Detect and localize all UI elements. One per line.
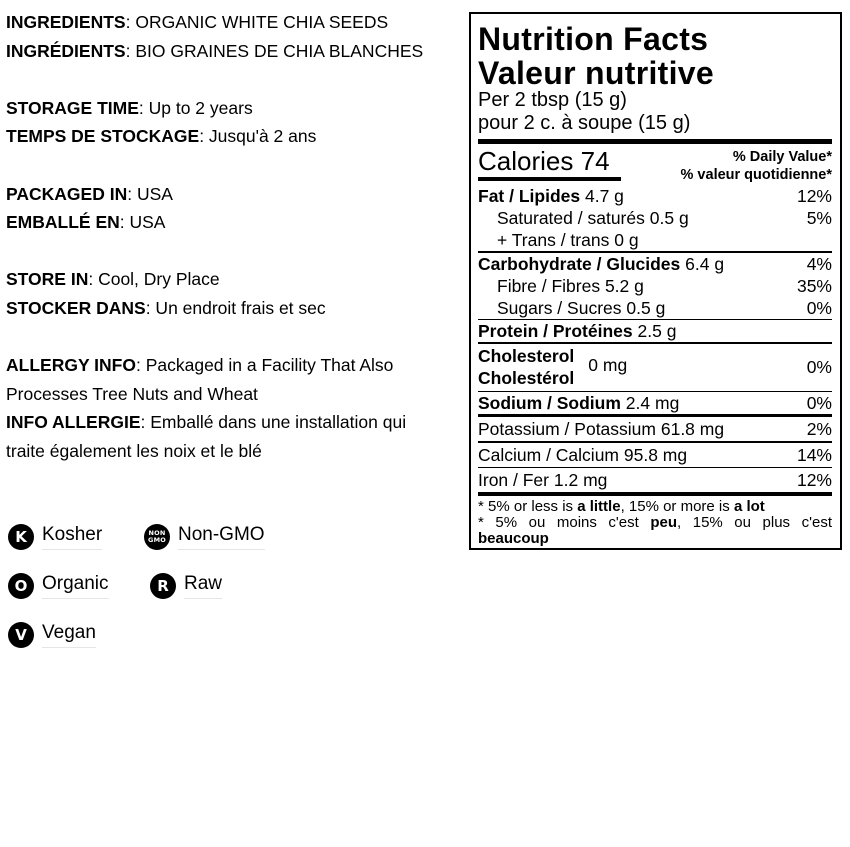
packaged-in-value-fr: : USA (119, 212, 166, 233)
nutrient-dv: 14% (796, 444, 832, 465)
nutrient-amount: 61.8 mg (660, 419, 725, 439)
nutrient-name: Iron / Fer (478, 470, 549, 490)
certification-badges (8, 520, 308, 670)
nutrient-amount: 0.5 g (626, 297, 666, 318)
ingredients-value-en: : ORGANIC WHITE CHIA SEEDS (125, 12, 389, 32)
non-gmo-icon (144, 524, 170, 550)
store-in-value-en: : Cool, Dry Place (88, 269, 220, 290)
badge-organic (8, 569, 109, 603)
nutrient-name: Potassium / Potassium (478, 419, 656, 439)
nutrient-row-protein (478, 320, 832, 342)
calories-value: 74 (580, 146, 610, 176)
serving-size-fr: pour 2 c. à soupe (15 g) (478, 112, 691, 134)
store-in-label-en: STORE IN (6, 269, 89, 290)
nutrient-row-sodium (478, 392, 832, 414)
allergy-label-fr: INFO ALLERGIE (6, 412, 141, 433)
nutrient-dv: 5% (806, 208, 832, 228)
footnote-bold: a little (577, 498, 621, 515)
nutrient-name-fr: Cholestérol (478, 368, 575, 388)
nutrient-dv: 12% (796, 186, 832, 206)
badge-non-gmo (144, 520, 265, 554)
nutrient-dv: 35% (796, 275, 832, 296)
nutrient-amount: 2.5 g (637, 321, 677, 341)
allergy-block (6, 351, 446, 465)
divider (478, 177, 621, 181)
nutrient-name: Sodium / Sodium (478, 393, 621, 413)
footnote-text: * 5% ou moins c'est (478, 514, 651, 531)
storage-time-label-fr: TEMPS DE STOCKAGE (6, 126, 200, 147)
product-info (6, 8, 456, 494)
non-gmo-icon-top: NON (148, 529, 166, 537)
nutrient-amount: 4.7 g (584, 186, 624, 206)
storage-time-value-en: : Up to 2 years (138, 97, 253, 118)
nutrient-dv: 2% (806, 419, 832, 439)
nutrient-name: Protein / Protéines (478, 321, 633, 341)
nutrient-name: + Trans / trans (497, 230, 610, 250)
kosher-icon: K (8, 524, 34, 550)
nutrient-amount: 0 mg (588, 354, 628, 375)
nutrient-amount: 0.5 g (649, 208, 689, 228)
nutrient-amount: 2.4 mg (625, 393, 680, 413)
nutrient-row-sugars (478, 297, 832, 319)
packaged-in-value-en: : USA (127, 183, 173, 204)
store-in-block (6, 265, 456, 322)
nutrient-row-fat (478, 185, 832, 207)
footnote-text: * 5% or less is (478, 498, 578, 515)
nutrition-title-en: Nutrition Facts (478, 21, 709, 57)
storage-time-label-en: STORAGE TIME (6, 97, 139, 118)
footnote-bold: peu (650, 514, 678, 531)
footnote-bold: a lot (733, 498, 765, 515)
badge-label: Kosher (42, 524, 102, 550)
nutrition-title-fr: Valeur nutritive (478, 55, 714, 91)
daily-value-header-fr: % valeur quotidienne* (680, 167, 832, 183)
nutrient-amount: 6.4 g (685, 253, 725, 274)
nutrient-row-potassium (478, 417, 832, 441)
nutrient-row-saturated (478, 207, 832, 229)
non-gmo-icon-bottom: GMO (148, 536, 166, 544)
ingredients-label-en: INGREDIENTS (6, 12, 126, 32)
daily-value-header-en: % Daily Value* (732, 149, 832, 165)
nutrient-name: Calcium / Calcium (478, 444, 619, 465)
badge-vegan (8, 618, 96, 652)
allergy-value-fr: : Emballé dans une installation qui traite également les noix et le blé (6, 412, 407, 461)
badge-label: Vegan (42, 622, 96, 648)
badge-label: Raw (184, 573, 222, 599)
divider (478, 492, 832, 496)
footnote-text: , 15% ou plus c'est (677, 514, 832, 531)
ingredients-block (6, 8, 456, 65)
ingredients-label-fr: INGRÉDIENTS (6, 40, 126, 61)
store-in-value-fr: : Un endroit frais et sec (145, 297, 326, 318)
nutrient-name: Sugars / Sucres (497, 297, 622, 318)
nutrient-name-en: Cholesterol (478, 346, 575, 366)
badge-label: Organic (42, 573, 109, 599)
vegan-icon: V (8, 622, 34, 648)
packaged-in-label-en: PACKAGED IN (6, 183, 128, 204)
nutrient-dv: 0% (806, 393, 832, 413)
nutrient-row-carbohydrate (478, 253, 832, 275)
nutrient-dv: 4% (806, 253, 832, 274)
calories-row (478, 144, 832, 185)
nutrient-row-calcium (478, 443, 832, 467)
nutrient-name: Saturated / saturés (497, 208, 645, 228)
allergy-value-en: : Packaged in a Facility That Also Processes Tree Nuts and Wheat (6, 355, 394, 404)
nutrient-row-trans (478, 229, 832, 251)
nutrient-amount: 95.8 mg (623, 444, 688, 465)
nutrient-row-iron (478, 468, 832, 492)
ingredients-value-fr: : BIO GRAINES DE CHIA BLANCHES (125, 40, 424, 61)
badge-raw (150, 569, 222, 603)
store-in-label-fr: STOCKER DANS (6, 297, 146, 318)
footnote-text: , 15% or more is (620, 498, 734, 515)
footnote-en (478, 499, 832, 515)
nutrient-name: Fat / Lipides (478, 186, 581, 206)
nutrition-facts-panel (469, 12, 842, 550)
packaged-in-block (6, 180, 456, 237)
badge-kosher (8, 520, 102, 554)
nutrient-amount: 5.2 g (604, 275, 644, 296)
nutrient-dv: 0% (806, 297, 832, 318)
nutrient-row-cholesterol (478, 344, 832, 391)
serving-size-en: Per 2 tbsp (15 g) (478, 89, 627, 111)
nutrient-amount: 0 g (614, 230, 639, 250)
badge-label: Non-GMO (178, 524, 265, 550)
footnote-fr (478, 515, 832, 547)
calories-label: Calories (478, 146, 574, 176)
organic-icon: O (8, 573, 34, 599)
storage-time-value-fr: : Jusqu'à 2 ans (199, 126, 317, 147)
packaged-in-label-fr: EMBALLÉ EN (6, 212, 120, 233)
nutrient-name: Carbohydrate / Glucides (478, 253, 681, 274)
footnote-bold: beaucoup (478, 530, 549, 547)
allergy-label-en: ALLERGY INFO (6, 355, 136, 376)
footnote (478, 499, 832, 547)
nutrient-dv: 0% (806, 356, 832, 377)
nutrient-row-fibre (478, 275, 832, 297)
raw-icon: R (150, 573, 176, 599)
nutrient-amount: 1.2 mg (553, 470, 608, 490)
nutrient-name: Fibre / Fibres (497, 275, 601, 296)
storage-time-block (6, 94, 456, 151)
nutrient-dv: 12% (796, 470, 832, 490)
